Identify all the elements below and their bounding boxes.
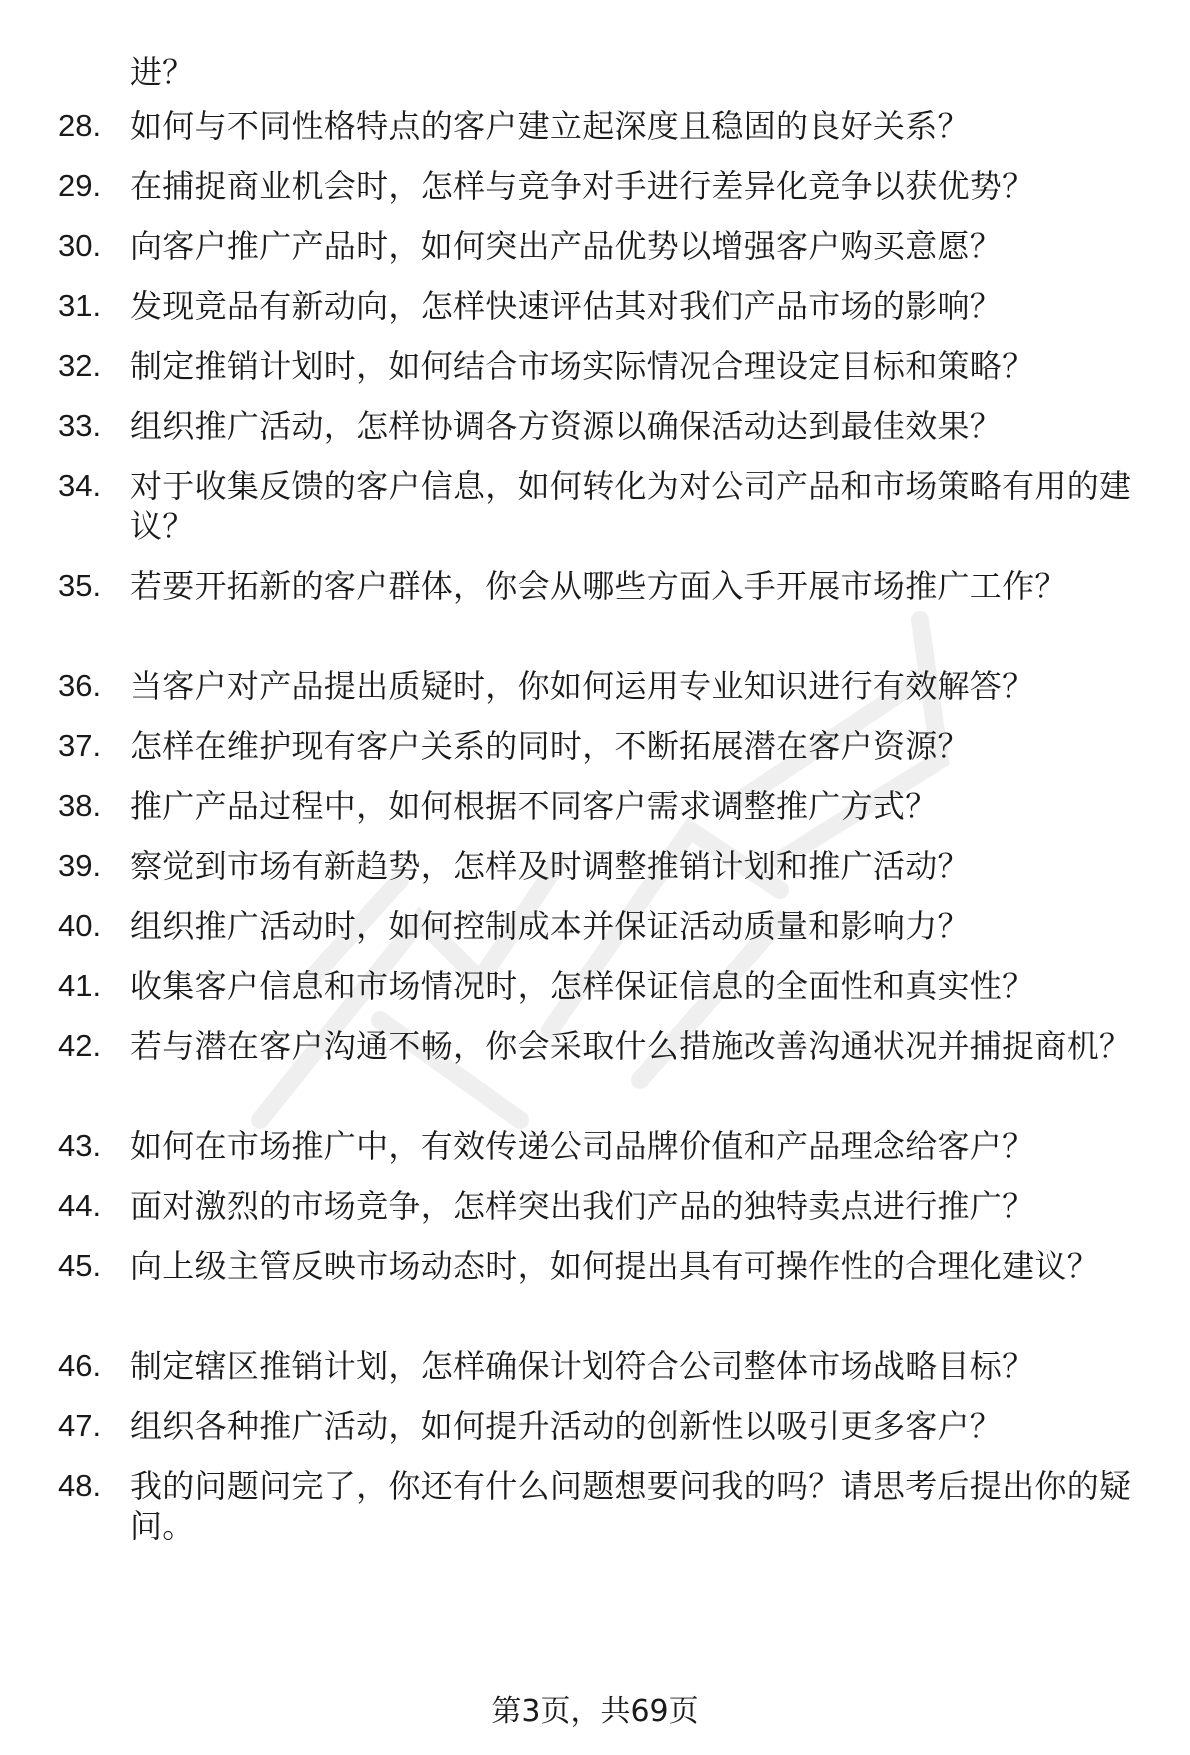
question-text: 若要开拓新的客户群体，你会从哪些方面入手开展市场推广工作？ [130, 567, 1067, 605]
question-text: 察觉到市场有新趋势，怎样及时调整推销计划和推广活动？ [130, 847, 970, 885]
question-number: 43. [58, 1128, 102, 1163]
question-number: 41. [58, 968, 102, 1003]
question-number: 44. [58, 1188, 102, 1223]
question-text: 向客户推广产品时，如何突出产品优势以增强客户购买意愿？ [130, 227, 1003, 265]
question-text: 发现竞品有新动向，怎样快速评估其对我们产品市场的影响？ [130, 287, 1003, 325]
question-number: 28. [58, 108, 102, 143]
question-number: 40. [58, 908, 102, 943]
question-number: 42. [58, 1028, 102, 1063]
question-text: 如何与不同性格特点的客户建立起深度且稳固的良好关系？ [130, 107, 970, 145]
question-number: 37. [58, 728, 102, 763]
question-number: 36. [58, 668, 102, 703]
question-number: 32. [58, 348, 102, 383]
question-text: 组织各种推广活动，如何提升活动的创新性以吸引更多客户？ [130, 1407, 1003, 1445]
question-number: 39. [58, 848, 102, 883]
question-text: 向上级主管反映市场动态时，如何提出具有可操作性的合理化建议？ [130, 1247, 1100, 1285]
question-text: 制定推销计划时，如何结合市场实际情况合理设定目标和策略？ [130, 347, 1035, 385]
question-number: 45. [58, 1248, 102, 1283]
question-text: 组织推广活动时，如何控制成本并保证活动质量和影响力？ [130, 907, 970, 945]
continuation-text: 进？ [130, 53, 195, 91]
question-number: 29. [58, 168, 102, 203]
question-number: 30. [58, 228, 102, 263]
question-number: 38. [58, 788, 102, 823]
question-text: 制定辖区推销计划，怎样确保计划符合公司整体市场战略目标？ [130, 1347, 1035, 1385]
question-text: 如何在市场推广中，有效传递公司品牌价值和产品理念给客户？ [130, 1127, 1035, 1165]
page-footer: 第3页，共69页 [491, 1694, 699, 1729]
question-text: 对于收集反馈的客户信息，如何转化为对公司产品和市场策略有用的建议？ [130, 467, 1132, 545]
question-text: 怎样在维护现有客户关系的同时，不断拓展潜在客户资源？ [130, 727, 970, 765]
question-number: 35. [58, 568, 102, 603]
question-number: 47. [58, 1408, 102, 1443]
question-text: 收集客户信息和市场情况时，怎样保证信息的全面性和真实性？ [130, 967, 1035, 1005]
question-number: 34. [58, 468, 102, 503]
question-text: 组织推广活动，怎样协调各方资源以确保活动达到最佳效果？ [130, 407, 1003, 445]
question-number: 31. [58, 288, 102, 323]
question-number: 33. [58, 408, 102, 443]
question-number: 46. [58, 1348, 102, 1383]
question-text: 推广产品过程中，如何根据不同客户需求调整推广方式？ [130, 787, 938, 825]
question-text: 若与潜在客户沟通不畅，你会采取什么措施改善沟通状况并捕捉商机？ [130, 1027, 1132, 1065]
question-number: 48. [58, 1468, 102, 1503]
question-text: 我的问题问完了，你还有什么问题想要问我的吗？请思考后提出你的疑问。 [130, 1467, 1132, 1545]
question-text: 面对激烈的市场竞争，怎样突出我们产品的独特卖点进行推广？ [130, 1187, 1035, 1225]
question-text: 在捕捉商业机会时，怎样与竞争对手进行差异化竞争以获优势？ [130, 167, 1035, 205]
question-text: 当客户对产品提出质疑时，你如何运用专业知识进行有效解答？ [130, 667, 1035, 705]
